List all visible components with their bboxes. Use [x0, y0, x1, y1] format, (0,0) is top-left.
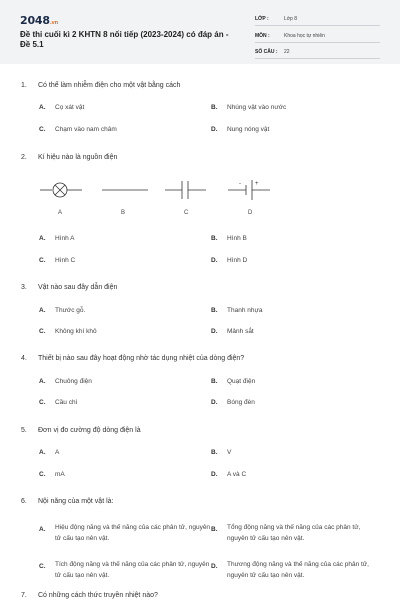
- figure-label-a: A: [58, 210, 63, 216]
- battery-symbol: [228, 180, 270, 200]
- page-header: [0, 0, 400, 64]
- figure-label-d: D: [248, 210, 253, 216]
- figure-label-b: B: [121, 210, 126, 216]
- exam-title: Đề thi cuối kì 2 KHTN 8 nối tiếp (2023-2024) có đáp án - Đề 5.1: [20, 30, 229, 49]
- figure-label-c: C: [184, 210, 189, 216]
- meta-subject: MÔN : Khoa học tự nhiên: [255, 29, 380, 43]
- svg-text:-: -: [239, 181, 241, 187]
- site-logo[interactable]: 2048.vn: [20, 14, 58, 27]
- meta-question-count: SỐ CÂU : 22: [255, 45, 380, 59]
- meta-class: LỚP : Lớp 8: [255, 12, 380, 26]
- svg-text:+: +: [255, 181, 259, 187]
- lamp-symbol: [40, 183, 82, 197]
- capacitor-symbol: [165, 181, 206, 199]
- circuit-symbols-figure: [38, 178, 338, 206]
